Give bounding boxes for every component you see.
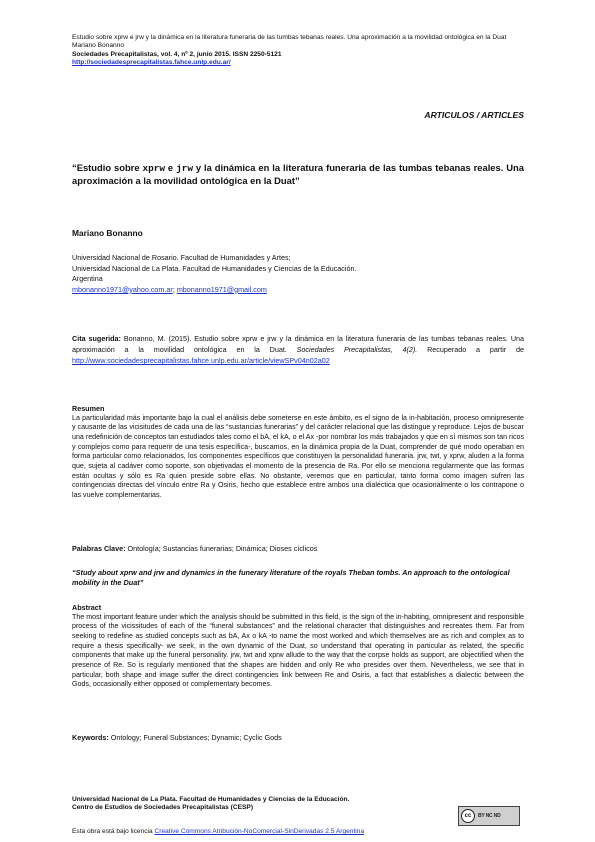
- suggested-citation: Cita sugerida: Bonanno, M. (2015). Estudio sobre xprw e jrw y la dinámica en la literatura funeraria de las tumbas tebanas reales. Una aproximación a la movilidad ontológica en la Duat. Sociedades Precapitalistas, 4(2). Recuperado a partir de http://www.sociedadesprecapitalistas.fahce.unlp.edu.ar/article/viewSPv04n02a02: [72, 334, 524, 365]
- keywords-es: Palabras Clave: Ontología; Sustancias funerarias; Dinámica; Dioses cíclicos: [72, 544, 318, 553]
- article-title: “Estudio sobre xprw e jrw y la dinámica en la literatura funeraria de las tumbas tebanas reales. Una aproximación a la movilidad ontológica en la Duat”: [72, 162, 524, 186]
- author-affiliation: Universidad Nacional de Rosario. Facultad de Humanidades y Artes; Universidad Nacional de La Plata. Facultad de Humanidades y Ciencias de la Educación. Argentina mbonanno1971@yahoo.com.ar; mbonanno1971@gmail.com: [72, 253, 524, 295]
- header-title: Estudio sobre xprw e jrw y la dinámica en la literatura funeraria de las tumbas tebanas reales. Una aproximación a la movilidad ontológica en la Duat: [72, 34, 507, 41]
- running-header: [72, 34, 532, 67]
- cc-terms: BY NC ND: [478, 813, 501, 819]
- author-name: Mariano Bonanno: [72, 228, 143, 238]
- email-link-1[interactable]: mbonanno1971@yahoo.com.ar: [72, 284, 173, 294]
- section-tag: ARTICULOS / ARTICLES: [424, 110, 524, 120]
- license-link[interactable]: Creative Commons Atribución-NoComercial-SinDerivadas 2.5 Argentina: [154, 828, 365, 835]
- header-journal-link[interactable]: http://sociedadesprecapitalistas.fahce.unlp.edu.ar/: [72, 58, 231, 66]
- english-title: “Study about xprw and jrw and dynamics in the funerary literature of the royals Theban tombs. An approach to the ontological mobility in the Duat”: [72, 568, 510, 587]
- license-notice: Esta obra está bajo licencia Creative Commons Atribución-NoComercial-SinDerivadas 2.5 Argentina: [72, 828, 365, 835]
- resumen-body: La particularidad más importante bajo la cual el análisis debe someterse en este ámbito, es el signo de la in-habitación, proceso omnipresente y causante de las vicisitudes de cada una de las “sustancias funerarias” y del carácter relacional que las distingue y reproduce. Lejos de buscar una redefinición de conceptos tan estudiados tales como el bA, el kA, o el Ax -por nombrar los más trabajados y que en sí mismos son tan ricos y complejos como para requerir de una tesis específica-, buscamos, en la dinámica propia de la Duat, comprender de qué modo operaban en forma particular como relacionados, los componentes específicos que constituyen la personalidad funeraria. jrw, twt, y xprw, aluden a la forma que, sujeta al cadáver como soporte, son objetivadas el momento de la presencia de Ra. Por ello se menciona regularmente que las formas están ocultas y sólo es Ra quien preside sobre ellas. No obstante, veremos que en particular, tanto forma como imagen sufren las contingencias directas del vínculo entre Ra y Osiris, hecho que establece entre ambos una dialéctica que ocasionalmente o los contrapone o las vuelve complementarias.: [72, 413, 524, 499]
- keywords-en: Keywords: Ontology; Funeral Substances; Dynamic; Cyclic Gods: [72, 733, 282, 742]
- citation-link[interactable]: http://www.sociedadesprecapitalistas.fahce.unlp.edu.ar/article/viewSPv04n02a02: [72, 356, 330, 365]
- resumen-section: [72, 404, 524, 501]
- cc-icon: cc: [461, 809, 475, 823]
- header-journal: Sociedades Precapitalistas, vol. 4, nº 2, junio 2015. ISSN 2250-5121: [72, 50, 282, 58]
- affiliation-line-1: Universidad Nacional de Rosario. Facultad de Humanidades y Artes;: [72, 253, 291, 262]
- citation-label: Cita sugerida:: [72, 334, 121, 343]
- footer-institution: Universidad Nacional de La Plata. Facultad de Humanidades y Ciencias de la Educación. Centro de Estudios de Sociedades Precapitalistas (CESP): [72, 796, 350, 812]
- affiliation-country: Argentina: [72, 274, 103, 284]
- header-author: Mariano Bonanno: [72, 42, 125, 50]
- abstract-body: The most important feature under which the analysis should be submitted in this field, is the sign of the in-habiting, omnipresent and responsible process of the vicissitudes of each of the “funeral substances” and the relational character that distinguishes and recreates them. Far from seeking to redefine as studied concepts such as bA, Ax o kA -to name the most worked and which themselves are as rich and complex as to require a thesis specifically- we seek, in the own dynamic of the Duat, so understand that operating in particular as related, the specific components that make up the funeral personality. jrw, twt and xprw allude to the way that the corpse holds as support, are objectified when the presence of Re. So is regularly mentioned that the shapes are hidden and only Re who presides over them. Nevertheless, we see that in particular, both shape and image suffer the direct contingencies link between Re and Osiris, a fact that establishes a dialectic between the Gods, occasionally either opposed or complementary becomes.: [72, 612, 524, 689]
- affiliation-line-2: Universidad Nacional de La Plata. Facultad de Humanidades y Ciencias de la Educación.: [72, 263, 357, 273]
- abstract-heading: Abstract: [72, 603, 102, 612]
- abstract-section: [72, 603, 524, 690]
- cc-license-badge[interactable]: [458, 806, 520, 826]
- resumen-heading: Resumen: [72, 404, 105, 413]
- email-link-2[interactable]: mbonanno1971@gmail.com: [176, 284, 267, 294]
